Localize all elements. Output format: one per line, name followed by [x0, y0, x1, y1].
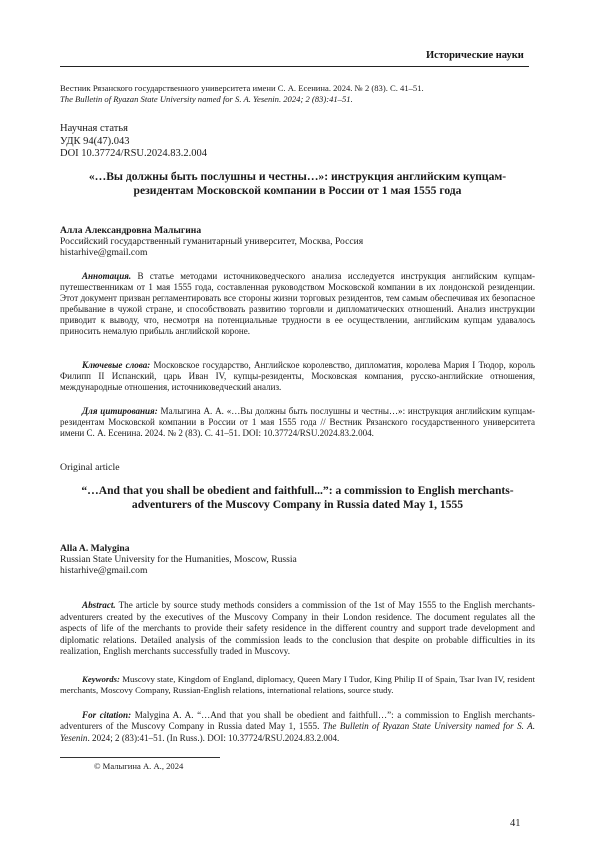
citation-label-ru: Для цитирования: [82, 406, 158, 416]
author-email-ru: histarhive@gmail.com [60, 247, 148, 259]
header-rule [60, 66, 529, 67]
author-block-ru [60, 225, 530, 259]
article-type: Научная статья [60, 123, 128, 134]
keywords-text-ru: Московское государство, Английское королевство, дипломатия, королева Мария I Тюдор, король Филипп II Испанский, царь Иван IV, купцы-резиденты, Московская компания, русско-английские отношения, международные отношения, источниковедческий анализ. [60, 360, 535, 393]
journal-reference-ru: Вестник Рязанского государственного университета имени С. А. Есенина. 2024. № 2 (83). С. 41–51. [60, 83, 424, 93]
abstract-text-en: The article by source study methods considers a commission of the 1st of May 1555 to the English merchants-adventurers created by the executives of the Muscovy Company in their London residence. The document regulates all the aspects of life of the merchants to provide their safety residence in the different country and support trade development and diplomatic relations. Detailed analysis of the commission leads to the conclusion that despite on probable difficulties in its realization, English merchants successfully traded in Muscovy. [60, 600, 535, 656]
keywords-ru [60, 360, 535, 393]
citation-text-ru: Малыгина А. А. «…Вы должны быть послушны и честны…»: инструкция английским купцам-резидентам Московской компании в России от 1 мая 1555 года // Вестник Рязанского государственного университета имени С. А. Есенина. 2024. № 2 (83). С. 41–51. DOI: 10.37724/RSU.2024.83.2.004. [60, 406, 535, 439]
citation-text-en-1: Malygina A. A. “…And that you shall be obedient and faithfull…”: a commission to English merchants-adventurers of the Muscovy Company in Russia dated May 1, 1555. [60, 710, 535, 732]
citation-en [60, 710, 535, 744]
original-article-label: Original article [60, 462, 120, 473]
journal-reference [60, 83, 535, 105]
abstract-ru [60, 271, 535, 338]
keywords-label-ru: Ключевые слова: [82, 360, 151, 370]
citation-journal-en: The Bulletin of Ryazan State University named for S. A. Yesenin [60, 721, 535, 743]
author-name-ru: Алла Александровна Малыгина [60, 225, 202, 236]
page-number: 41 [510, 818, 521, 829]
author-block-en [60, 543, 530, 577]
copyright-note: © Малыгина А. А., 2024 [94, 761, 184, 771]
abstract-en [60, 600, 535, 658]
author-email-en: histarhive@gmail.com [60, 565, 148, 577]
author-name-en: Alla A. Malygina [60, 543, 130, 554]
keywords-text-en: Muscovy state, Kingdom of England, diplomacy, Queen Mary I Tudor, King Philip II of Spain, Tsar Ivan IV, resident merchants, Moscovy Company, Russian-English relations, international relations, source study. [60, 674, 535, 696]
citation-ru [60, 406, 535, 439]
citation-text-en-2: . 2024; 2 (83):41–51. (In Russ.). DOI: 10.37724/RSU.2024.83.2.004. [87, 732, 340, 743]
abstract-label-ru: Аннотация. [82, 271, 132, 281]
title-ru: «…Вы должны быть послушны и честны…»: инструкция английским купцам-резидентам Московской компании в России от 1 мая 1555 года [88, 170, 507, 197]
citation-label-en: For citation: [82, 710, 132, 720]
author-affiliation-en: Russian State University for the Humanities, Moscow, Russia [60, 554, 297, 566]
journal-reference-en: The Bulletin of Ryazan State University named for S. A. Yesenin. 2024; 2 (83):41–51. [60, 94, 353, 104]
title-en: “…And that you shall be obedient and faithfull...”: a commission to English merchants-adventurers of the Muscovy Company in Russia dated May 1, 1555 [81, 484, 514, 511]
author-affiliation-ru: Российский государственный гуманитарный университет, Москва, Россия [60, 236, 364, 248]
udc-code: УДК 94(47).043 [60, 135, 130, 147]
doi: DOI 10.37724/RSU.2024.83.2.004 [60, 148, 208, 159]
footnote-rule [60, 757, 220, 758]
keywords-en [60, 674, 535, 696]
section-label: Исторические науки [426, 50, 524, 61]
article-meta [60, 123, 207, 161]
keywords-label-en: Keywords: [82, 674, 120, 684]
abstract-text-ru: В статье методами источниковедческого анализа исследуется инструкция английским купцам-путешественникам от 1 мая 1555 года, составленная руководством Московской компании в их лондонской резиденции. Этот документ призван регламентировать все стороны жизни торговых резидентов, тем самым обеспечивая их безопасное пребывание в чужой стране, и способствовать развитию торговли и дипломатических отношений. Анализ инструкции приводит к выводу, что, несмотря на потенциальные трудности в ее осуществлении, английским купцам удавалось приносить немалую прибыль английской короне. [60, 271, 535, 337]
abstract-label-en: Abstract. [82, 600, 116, 610]
